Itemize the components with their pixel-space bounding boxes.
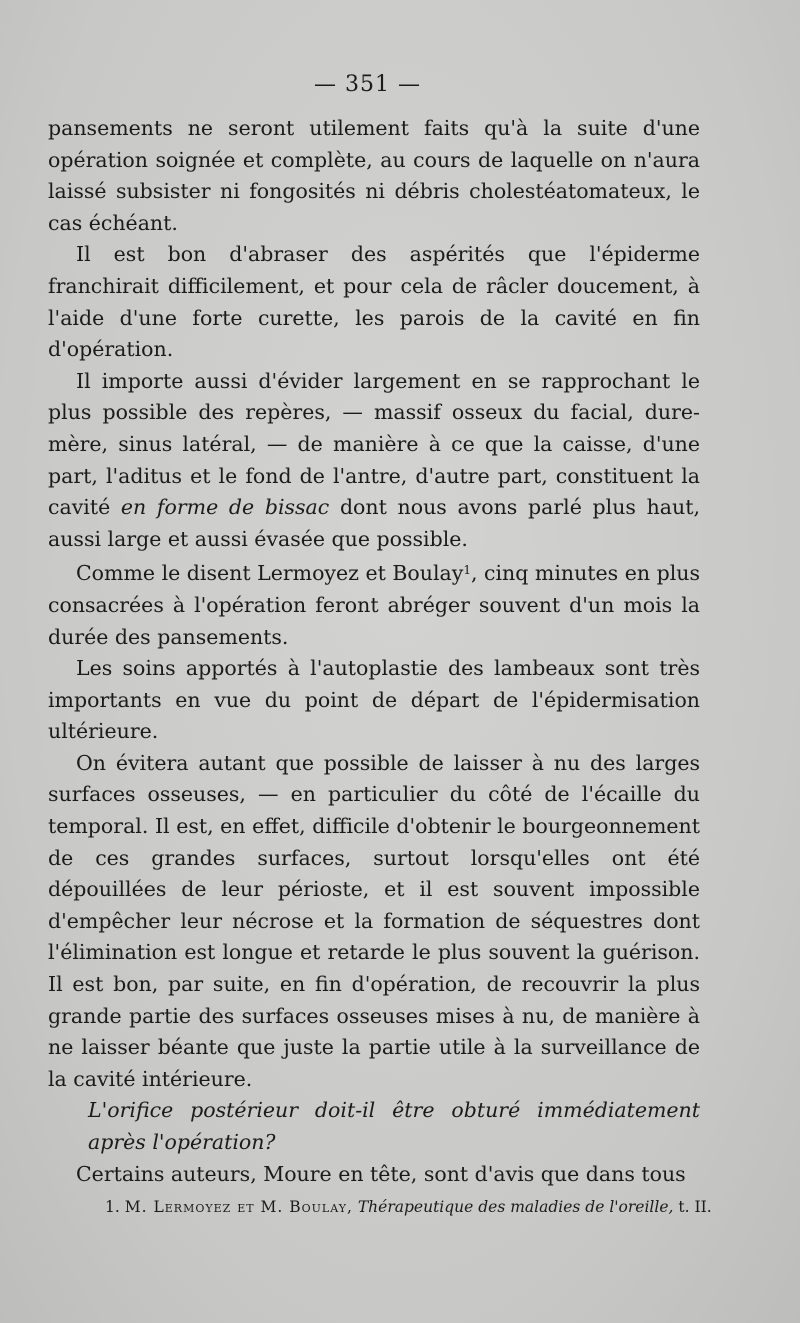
paragraph-3-emphasis: en forme de bissac: [120, 495, 330, 520]
paragraph-7: Certains auteurs, Moure en tête, sont d'avis que dans tous: [76, 1161, 686, 1186]
paragraph-4-text-a: Comme le disent Lermoyez et Boulay: [76, 561, 464, 586]
section-heading: L'orifice postérieur doit-il être obturé immédiatement après l'opération?: [88, 1098, 700, 1154]
paragraph-4: [48, 555, 700, 653]
footnote-marker: 1.: [105, 1198, 120, 1216]
footnote-authors: M. Lermoyez et M. Boulay,: [124, 1198, 353, 1216]
paragraph-2: Il est bon d'abraser des aspérités que l'épiderme franchirait difficilement, et pour cela de râcler doucement, à l'aide d'une forte curette, les parois de la cavité en fin d'opération.: [48, 242, 700, 362]
paragraph-3-text-a: Il importe aussi d'évider largement en se rapprochant le plus possible des repères, — massif osseux du facial, dure-mère, sinus latéral, — de manière à ce que la caisse, d'une part, l'aditus et le fond de l'antre, d'autre part, constituent la cavité: [48, 368, 700, 520]
body-text: [48, 113, 700, 1190]
footnote-title: Thérapeutique des maladies de l'oreille,: [357, 1198, 674, 1216]
paragraph-5: Les soins apportés à l'autoplastie des lambeaux sont très importants en vue du point de départ de l'épidermisation ultérieure.: [48, 656, 700, 744]
paragraph-1: pansements ne seront utilement faits qu'à la suite d'une opération soignée et complète, au cours de laquelle on n'aura laissé subsister ni fongosités ni débris cholestéatomateux, le cas échéant.: [48, 116, 700, 235]
paragraph-3-text-b: dont nous avons parlé plus haut, aussi large et aussi évasée que possible.: [48, 495, 700, 551]
footnote-volume: t. II.: [678, 1198, 712, 1216]
page-number: — 351 —: [314, 72, 421, 97]
paragraph-4-text-b: , cinq minutes en plus consacrées à l'opération feront abréger souvent d'un mois la durée des pansements.: [48, 561, 700, 649]
paragraph-6: On évitera autant que possible de laisser à nu des larges surfaces osseuses, — en particulier du côté de l'écaille du temporal. Il est, en effet, difficile d'obtenir le bourgeonnement de ces grandes surfaces, surtout lorsqu'elles ont été dépouillées de leur périoste, et il est souvent impossible d'empêcher leur nécrose et la formation de séquestres dont l'élimination est longue et retarde le plus souvent la guérison. Il est bon, par suite, en fin d'opération, de recouvrir la plus grande partie des surfaces osseuses mises à nu, de manière à ne laisser béante que juste la partie utile à la surveillance de la cavité intérieure.: [48, 750, 700, 1091]
footnote-reference: 1: [463, 563, 471, 578]
footnote: [105, 1198, 745, 1216]
paragraph-3: [48, 366, 700, 556]
